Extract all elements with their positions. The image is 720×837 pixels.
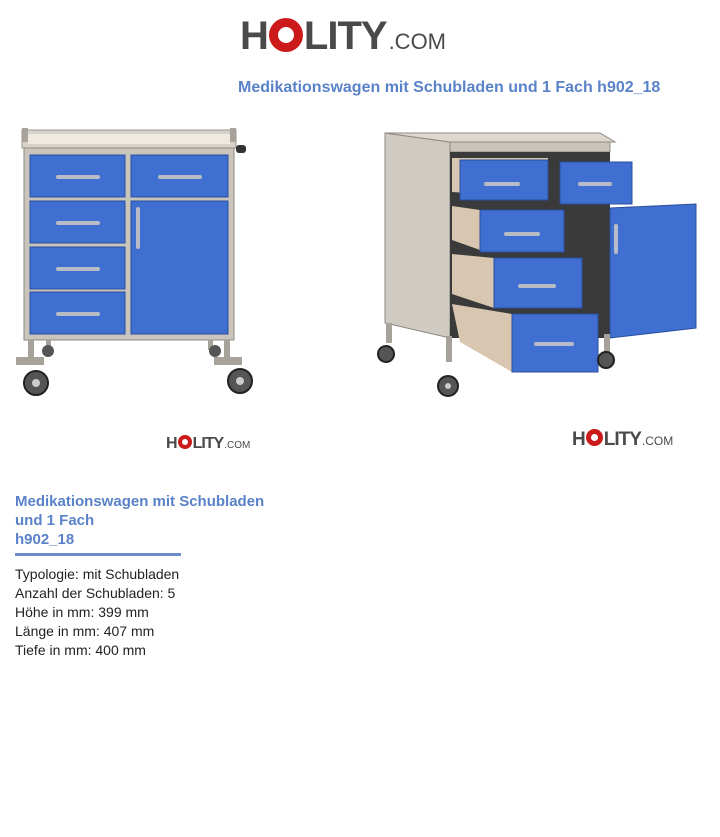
page-title: Medikationswagen mit Schubladen und 1 Fach h902_18 xyxy=(238,79,661,96)
holity-logo-small-left xyxy=(166,434,250,453)
title-divider xyxy=(15,553,181,556)
logo-tld: .COM xyxy=(388,29,447,54)
product-title-line-3: h902_18 xyxy=(15,531,75,548)
logo-o-mark-icon xyxy=(178,435,192,449)
logo-letters-lity: LITY xyxy=(192,435,224,452)
product-image-front-view xyxy=(10,125,270,405)
logo-letters-lity: LITY xyxy=(603,429,641,450)
holity-logo[interactable] xyxy=(240,14,446,58)
product-title-line-1: Medikationswagen mit Schubladen xyxy=(15,493,265,510)
logo-tld: .COM xyxy=(224,440,251,451)
logo-letter-h: H xyxy=(572,429,585,450)
spec-laenge: Länge in mm: 407 mm xyxy=(15,623,155,639)
spec-list xyxy=(15,565,179,660)
product-title-line-2: und 1 Fach xyxy=(15,512,95,529)
holity-logo-small-right xyxy=(572,428,673,450)
logo-letter-h: H xyxy=(166,435,177,452)
logo-o-mark-icon xyxy=(269,18,303,52)
spec-hoehe: Höhe in mm: 399 mm xyxy=(15,604,149,620)
logo-letter-h: H xyxy=(240,14,268,58)
product-title xyxy=(15,492,315,549)
logo-tld: .COM xyxy=(641,434,674,448)
spec-typologie: Typologie: mit Schubladen xyxy=(15,566,180,582)
logo-letters-lity: LITY xyxy=(303,14,387,58)
logo-o-mark-icon xyxy=(586,429,603,446)
spec-anzahl-schubladen: Anzahl der Schubladen: 5 xyxy=(15,585,176,601)
spec-tiefe: Tiefe in mm: 400 mm xyxy=(15,642,146,658)
product-image-open-view xyxy=(370,128,705,408)
